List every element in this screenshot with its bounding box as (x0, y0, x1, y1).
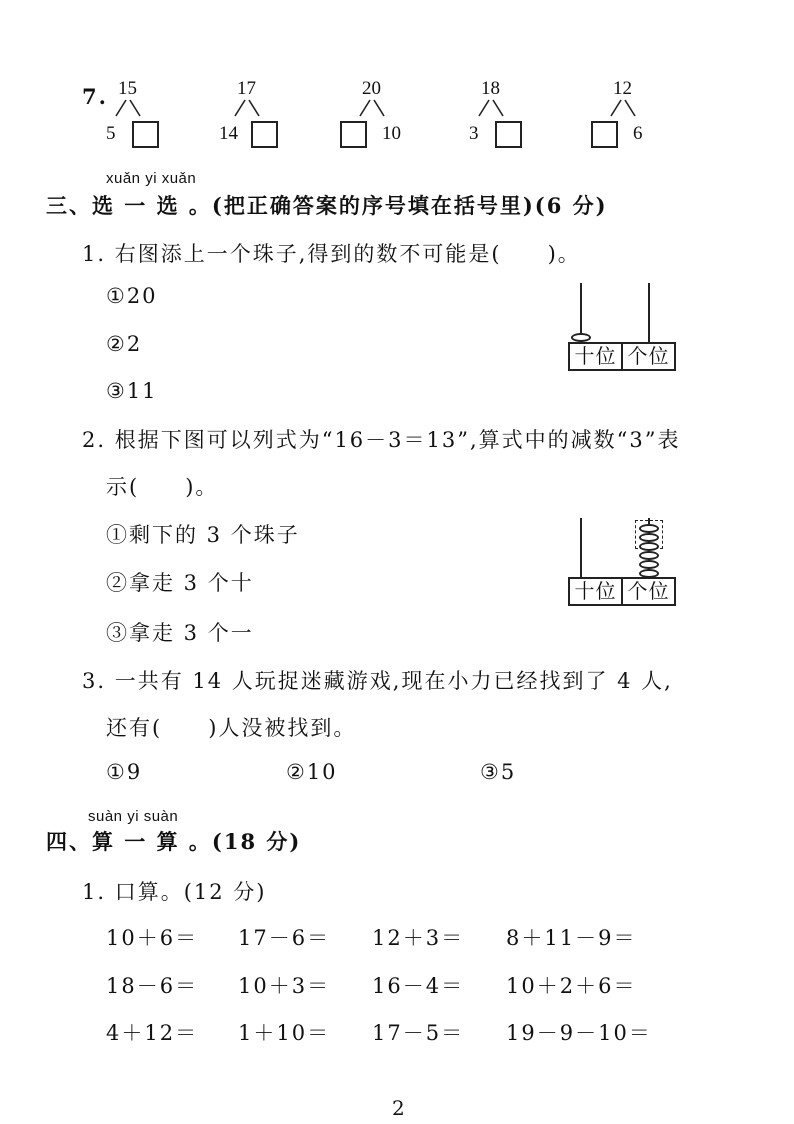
bond-branches (108, 98, 148, 120)
bead (639, 524, 659, 533)
calc-problem: 10＋2＋6＝ (506, 974, 637, 998)
bond-branches (352, 98, 392, 120)
tens-label: 十位 (574, 579, 617, 603)
bond-left-number: 5 (106, 123, 116, 144)
section4-title: 四、算 一 算 。(18 分) (46, 829, 302, 854)
q3-2-text-line2: 示( )。 (106, 475, 219, 499)
tens-label: 十位 (574, 344, 617, 368)
calc-problem: 4＋12＝ (106, 1021, 199, 1045)
bond-branches (227, 98, 267, 120)
tens-rod (580, 518, 582, 578)
calc-problem: 1＋10＝ (238, 1021, 331, 1045)
ones-label: 个位 (621, 344, 674, 369)
q3-1-text: 1. 右图添上一个珠子,得到的数不可能是( )。 (82, 242, 581, 266)
calc-problem: 10＋3＝ (238, 974, 331, 998)
bond-top-number: 18 (481, 78, 500, 99)
q3-2-text-line1: 2. 根据下图可以列式为“16－3＝13”,算式中的减数“3”表 (82, 428, 681, 452)
q3-3-option-2: ②10 (286, 760, 338, 784)
bond-right-number: 10 (382, 123, 401, 144)
q3-3-text-line1: 3. 一共有 14 人玩捉迷藏游戏,现在小力已经找到了 4 人, (82, 669, 673, 693)
abacus-2 (568, 518, 676, 606)
answer-box[interactable] (251, 121, 278, 148)
bead (639, 560, 659, 569)
q3-1-option-1: ①20 (106, 284, 158, 308)
section4-pinyin: suàn yi suàn (88, 808, 179, 825)
q4-1-title: 1. 口算。(12 分) (82, 880, 267, 904)
bead (571, 333, 591, 342)
q3-2-option-1: ①剩下的 3 个珠子 (106, 523, 300, 547)
calc-problem: 16－4＝ (372, 974, 465, 998)
bond-left-number: 3 (469, 123, 479, 144)
bond-top-number: 17 (237, 78, 256, 99)
bond-top-number: 20 (362, 78, 381, 99)
calc-problem: 18－6＝ (106, 974, 199, 998)
section3-title: 三、选 一 选 。(把正确答案的序号填在括号里)(6 分) (46, 193, 608, 218)
calc-problem: 10＋6＝ (106, 926, 199, 950)
q3-1-option-3: ③11 (106, 379, 158, 403)
answer-box[interactable] (340, 121, 367, 148)
bead (639, 551, 659, 560)
q3-3-option-1: ①9 (106, 760, 143, 784)
answer-box[interactable] (495, 121, 522, 148)
bond-top-number: 12 (613, 78, 632, 99)
bond-branches (471, 98, 511, 120)
q3-2-option-3: ③拿走 3 个一 (106, 621, 254, 645)
q3-1-option-2: ②2 (106, 332, 143, 356)
calc-problem: 12＋3＝ (372, 926, 465, 950)
section3-pinyin: xuǎn yi xuǎn (106, 170, 197, 187)
bond-top-number: 15 (118, 78, 137, 99)
page-number: 2 (392, 1096, 405, 1120)
calc-problem: 19－9－10＝ (506, 1021, 652, 1045)
abacus-base (568, 577, 676, 606)
answer-box[interactable] (591, 121, 618, 148)
q3-3-option-3: ③5 (480, 760, 517, 784)
calc-problem: 8＋11－9＝ (506, 926, 637, 950)
bond-branches (603, 98, 643, 120)
ones-rod (648, 283, 650, 343)
bond-left-number: 14 (219, 123, 238, 144)
bead (639, 542, 659, 551)
q3-2-option-2: ②拿走 3 个十 (106, 571, 254, 595)
calc-problem: 17－5＝ (372, 1021, 465, 1045)
q3-3-text-line2: 还有( )人没被找到。 (106, 716, 357, 740)
bead (639, 533, 659, 542)
ones-label: 个位 (621, 579, 674, 604)
calc-problem: 17－6＝ (238, 926, 331, 950)
bond-right-number: 6 (633, 123, 643, 144)
answer-box[interactable] (132, 121, 159, 148)
abacus-base (568, 342, 676, 371)
abacus-1 (568, 283, 676, 371)
q7-label: 7. (82, 84, 108, 109)
